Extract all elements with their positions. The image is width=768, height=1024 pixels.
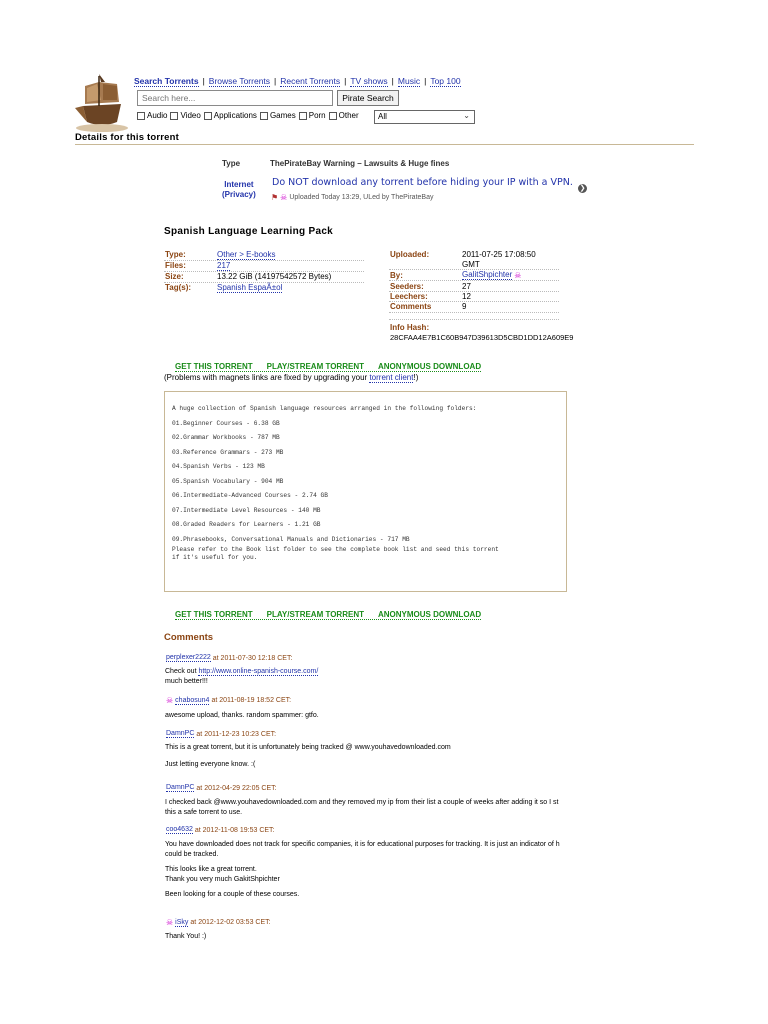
category-applications[interactable]: Applications bbox=[203, 111, 257, 120]
play-stream-link[interactable]: PLAY/STREAM TORRENT bbox=[266, 362, 364, 371]
comment-body: I checked back @www.youhavedownloaded.com and they removed my ip from their list a couple of weeks after adding it so I st this a safe torrent to use. bbox=[165, 799, 559, 816]
comment-author-link[interactable]: coo4632 bbox=[166, 826, 193, 833]
description-line: 09.Phrasebooks, Conversational Manuals and Dictionaries - 717 MB bbox=[172, 535, 410, 543]
comment-header: DamnPC at 2012-04-29 22:05 CET: bbox=[166, 784, 277, 792]
divider bbox=[75, 144, 694, 145]
comment-header: ☠ chabosun4 at 2011-08-19 18:52 CET: bbox=[166, 696, 292, 705]
anonymous-download-link[interactable]: ANONYMOUS DOWNLOAD bbox=[377, 610, 482, 619]
files-value-link[interactable]: 217 bbox=[217, 261, 231, 270]
ad-internet-link[interactable]: Internet (Privacy) bbox=[222, 180, 256, 199]
comment-header: coo4632 at 2012-11-08 19:53 CET: bbox=[166, 826, 275, 834]
skull-icon: ☠ bbox=[280, 193, 288, 202]
seeders-value: 27 bbox=[462, 282, 471, 291]
audio-checkbox[interactable] bbox=[137, 112, 145, 120]
description-footer: Please refer to the Book list folder to see the complete book list and seed this torrent if it's useful for you. bbox=[172, 545, 499, 561]
torrent-title: Spanish Language Learning Pack bbox=[164, 226, 334, 237]
comment-body: You have downloaded does not track for specific companies, it is for educational purposes for tracking. It is just an indicator of h could be tracked. This looks like a great torrent. Thank you very much GakitShpichter Been looking for a couple of these courses. bbox=[165, 841, 560, 898]
uploaded-label: Uploaded: bbox=[390, 250, 430, 259]
size-label: Size: bbox=[165, 272, 184, 281]
type-label: Type: bbox=[165, 250, 186, 259]
comment-author-link[interactable]: DamnPC bbox=[166, 730, 195, 737]
nav-top-100[interactable]: Top 100 bbox=[430, 76, 461, 86]
category-games[interactable]: Games bbox=[259, 111, 296, 120]
games-checkbox[interactable] bbox=[260, 112, 268, 120]
uploaded-timezone: GMT bbox=[462, 260, 480, 269]
top-navigation: Search Torrents | Browse Torrents | Recent Torrents | TV shows | Music | Top 100 bbox=[134, 76, 461, 86]
comment-body: awesome upload, thanks. random spammer: gtfo. bbox=[165, 712, 319, 719]
tags-label: Tag(s): bbox=[165, 283, 192, 292]
row-divider bbox=[389, 280, 559, 281]
ad-uploaded-line: ⚑ ☠ Uploaded Today 13:29, ULed by ThePirateBay bbox=[271, 193, 434, 202]
search-input[interactable] bbox=[137, 90, 333, 106]
info-hash-label: Info Hash: bbox=[390, 323, 430, 332]
comments-count-label: Comments bbox=[390, 302, 432, 311]
files-label: Files: bbox=[165, 261, 186, 270]
ad-vpn-message[interactable]: Do NOT download any torrent before hiding your IP with a VPN. bbox=[272, 177, 573, 188]
type-value-link[interactable]: Other > E-books bbox=[217, 250, 276, 259]
description-line: 01.Beginner Courses - 6.38 GB bbox=[172, 419, 280, 427]
torrent-client-link[interactable]: torrent client bbox=[369, 373, 414, 382]
leechers-value: 12 bbox=[462, 292, 471, 301]
get-torrent-link[interactable]: GET THIS TORRENT bbox=[175, 610, 253, 619]
nav-recent-torrents[interactable]: Recent Torrents bbox=[280, 76, 341, 86]
comment-link[interactable]: http://www.online-spanish-course.com/ bbox=[198, 668, 319, 675]
magnet-note: (Problems with magnets links are fixed by upgrading your torrent client!) bbox=[164, 373, 419, 382]
comment-body: Check out http://www.online-spanish-course.com/ much better!!! bbox=[165, 668, 319, 685]
ad-warning-title: ThePirateBay Warning – Lawsuits & Huge fines bbox=[270, 159, 450, 168]
applications-checkbox[interactable] bbox=[204, 112, 212, 120]
tags-value-link[interactable]: Spanish EspaÃ±ol bbox=[217, 283, 283, 292]
porn-checkbox[interactable] bbox=[299, 112, 307, 120]
uploaded-value: 2011-07-25 17:08:50 bbox=[462, 250, 536, 259]
skull-icon: ☠ bbox=[166, 696, 174, 705]
category-other[interactable]: Other bbox=[328, 111, 359, 120]
details-heading: Details for this torrent bbox=[75, 132, 180, 143]
size-value: 13.22 GiB (14197542572 Bytes) bbox=[217, 272, 332, 281]
download-links-bottom bbox=[175, 610, 481, 620]
arrow-right-icon[interactable]: ❯ bbox=[579, 185, 586, 192]
category-video[interactable]: Video bbox=[169, 111, 200, 120]
anonymous-download-link[interactable]: ANONYMOUS DOWNLOAD bbox=[377, 362, 482, 371]
chevron-down-icon: ⌄ bbox=[463, 111, 470, 120]
nav-search-torrents[interactable]: Search Torrents bbox=[134, 76, 199, 86]
video-checkbox[interactable] bbox=[170, 112, 178, 120]
comments-count-value: 9 bbox=[462, 302, 467, 311]
details-left-column bbox=[164, 250, 364, 295]
get-torrent-link[interactable]: GET THIS TORRENT bbox=[175, 362, 253, 371]
comment-author-link[interactable]: DamnPC bbox=[166, 784, 195, 791]
description-line: A huge collection of Spanish language resources arranged in the following folders: bbox=[172, 405, 477, 412]
info-hash-value: 28CFAA4E7B1C60B947D39613D5CBD1DD12A609E9 bbox=[390, 333, 574, 342]
skull-icon: ☠ bbox=[166, 918, 174, 927]
comment-header: ☠ iSky at 2012-12-02 03:53 CET: bbox=[166, 918, 271, 927]
vip-icon: ⚑ bbox=[271, 193, 279, 202]
pirate-ship-logo[interactable] bbox=[73, 72, 131, 134]
torrent-description bbox=[164, 391, 567, 592]
comment-author-link[interactable]: perplexer2222 bbox=[166, 654, 211, 661]
uploader bbox=[462, 270, 521, 280]
category-select[interactable] bbox=[374, 110, 475, 124]
uploader-link[interactable]: GalitShpichter bbox=[462, 270, 513, 279]
play-stream-link[interactable]: PLAY/STREAM TORRENT bbox=[266, 610, 364, 619]
download-links-top bbox=[175, 362, 481, 372]
description-line: 07.Intermediate Level Resources - 140 MB bbox=[172, 506, 321, 514]
category-audio[interactable]: Audio bbox=[136, 111, 167, 120]
comment-header: DamnPC at 2011-12-23 10:23 CET: bbox=[166, 730, 277, 738]
comments-heading: Comments bbox=[164, 632, 214, 643]
comment-body: This is a great torrent, but it is unfortunately being tracked @ www.youhavedownloaded.com Just letting everyone know. :( bbox=[165, 744, 451, 768]
category-porn[interactable]: Porn bbox=[298, 111, 326, 120]
pirate-search-button[interactable]: Pirate Search bbox=[337, 90, 399, 106]
by-label: By: bbox=[390, 271, 403, 280]
category-checkboxes bbox=[136, 111, 361, 120]
comment-header: perplexer2222 at 2011-07-30 12:18 CET: bbox=[166, 654, 293, 662]
comment-author-link[interactable]: iSky bbox=[175, 918, 189, 926]
seeders-label: Seeders: bbox=[390, 282, 424, 291]
description-line: 08.Graded Readers for Learners - 1.21 GB bbox=[172, 521, 321, 528]
description-line: 02.Grammar Workbooks - 787 MB bbox=[172, 434, 280, 441]
category-select-value: All bbox=[378, 112, 387, 121]
description-line: 05.Spanish Vocabulary - 904 MB bbox=[172, 477, 284, 485]
other-checkbox[interactable] bbox=[329, 112, 337, 120]
row-divider bbox=[389, 319, 559, 320]
comment-author-link[interactable]: chabosun4 bbox=[175, 696, 210, 704]
row-divider bbox=[389, 312, 559, 313]
description-line: 06.Intermediate-Advanced Courses - 2.74 GB bbox=[172, 492, 328, 499]
row-divider bbox=[164, 260, 364, 261]
nav-music[interactable]: Music bbox=[397, 76, 421, 86]
description-line: 04.Spanish Verbs - 123 MB bbox=[172, 463, 265, 470]
nav-tv-shows[interactable]: TV shows bbox=[350, 76, 388, 86]
comment-body: Thank You! :) bbox=[165, 933, 207, 940]
nav-browse-torrents[interactable]: Browse Torrents bbox=[208, 76, 271, 86]
ad-type-label: Type bbox=[222, 159, 241, 168]
details-right-column bbox=[389, 250, 589, 345]
description-line: 03.Reference Grammars - 273 MB bbox=[172, 448, 284, 456]
leechers-label: Leechers: bbox=[390, 292, 428, 301]
skull-icon: ☠ bbox=[514, 270, 522, 280]
